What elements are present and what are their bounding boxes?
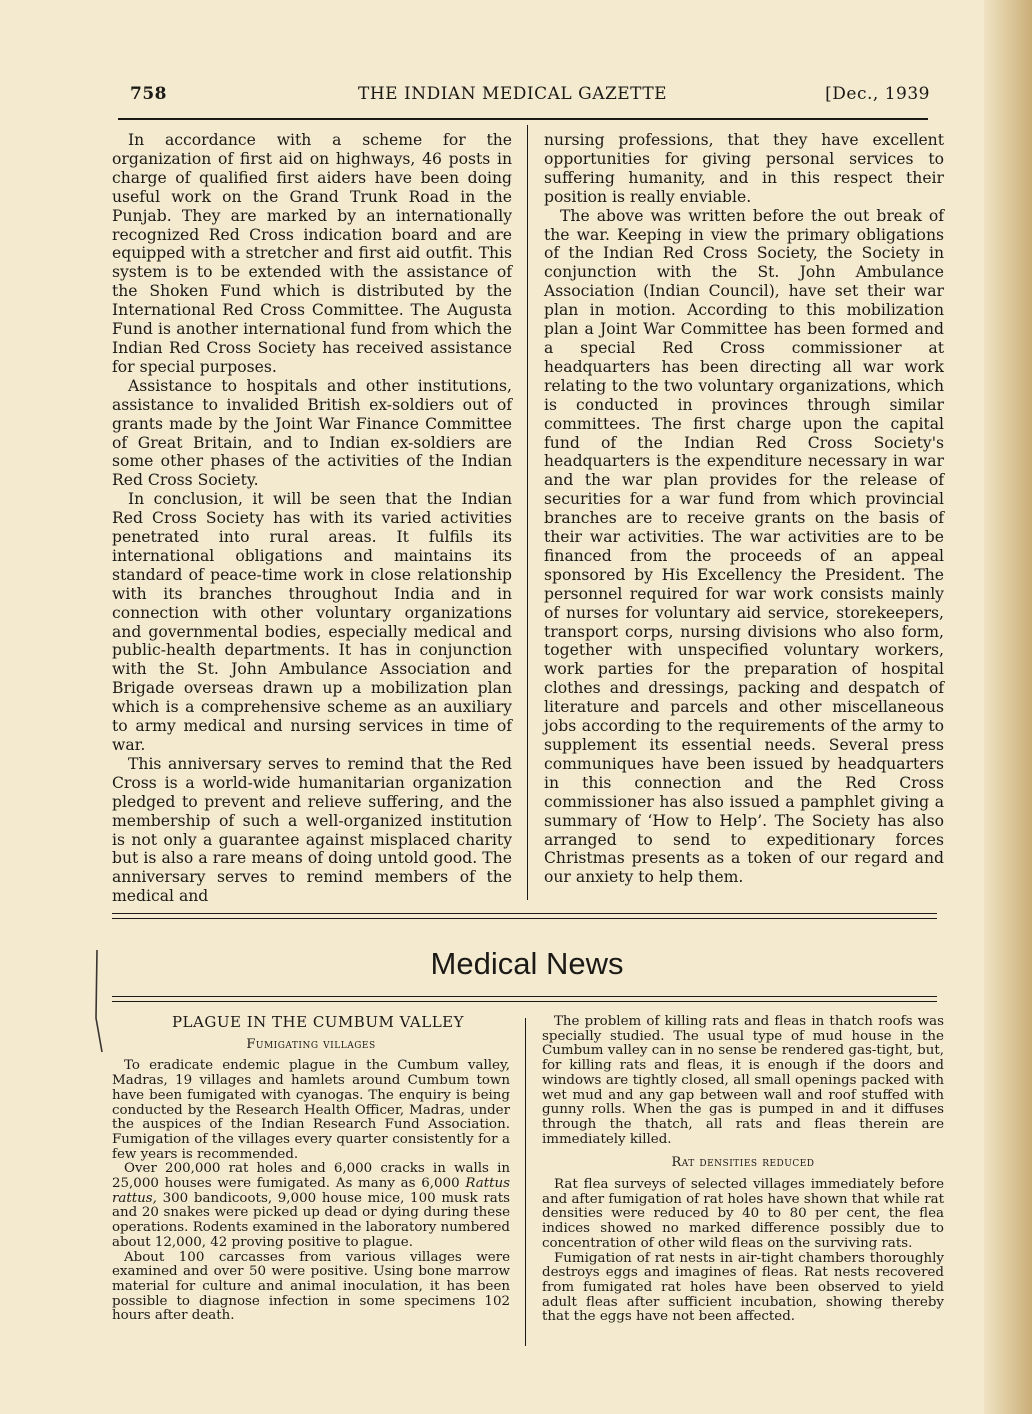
news-paragraph: About 100 carcasses from various villages were examined and over 50 were positive. Using bone marrow material for culture and animal inoculation, it has been possible to diagnose infection in some specimens 102 hours after death.: [112, 1249, 510, 1324]
news-headline: PLAGUE IN THE CUMBUM VALLEY: [171, 1013, 465, 1031]
news-left-column: [112, 1015, 510, 1324]
margin-pencil-mark: [90, 948, 104, 1058]
section-rule-bottom: [112, 996, 937, 997]
news-paragraph: Fumigation of rat nests in air-tight chambers thoroughly destroys eggs and imagines of fleas. Rat nests recovered from fumigated rat holes have been observed to yield adult fleas after sufficient incubation, showing thereby that the eggs have not been affected.: [542, 1250, 944, 1325]
page-edge-shadow: [984, 0, 1032, 1414]
article-paragraph: This anniversary serves to remind that the Red Cross is a world-wide humanitarian organization pledged to prevent and relieve suffering, and the membership of such a well-organized institution is not only a guarantee against misplaced charity but is also a rare means of doing untold good. The anniversary serves to remind members of the medical and: [112, 754, 512, 906]
news-paragraph: [112, 1162, 510, 1250]
article-paragraph: The above was written before the out break of the war. Keeping in view the primary obligations of the Indian Red Cross Society, the Society in conjunction with the St. John Ambulance Association (Indian Council), have set their war plan in motion. According to this mobilization plan a Joint War Committee has been formed and a special Red Cross commissioner at headquarters has been directing all war work relating to the two voluntary organizations, which is conducted in provinces through similar committees. The first charge upon the capital fund of the Indian Red Cross Society's headquarters is the expenditure necessary in war and the war plan provides for the release of securities for a war fund from which provincial branches are to receive grants on the basis of their war activities. The war activities are to be financed from the proceeds of an appeal sponsored by His Excellency the President. The personnel required for war work consists mainly of nurses for voluntary aid service, storekeepers, transport corps, nursing divisions who also form, together with unspecified voluntary workers, work parties for the preparation of hospital clothes and dressings, packing and despatch of literature and parcels and other miscellaneous jobs according to the requirements of the army to supplement its essential needs. Several press communiques have been issued by headquarters in this connection and the Red Cross commissioner has also issued a pamphlet giving a summary of ‘How to Help’. The Society has also arranged to send to expeditionary forces Christmas presents as a token of our regard and our anxiety to help them.: [544, 206, 944, 887]
article-left-column: [112, 131, 512, 906]
column-divider: [527, 125, 528, 900]
news-paragraph: Rat flea surveys of selected villages immediately before and after fumigation of rat holes have shown that while rat densities were reduced by 40 to 80 per cent, the flea indices showed no marked difference possibly due to concentration of other wild fleas on the surviving rats.: [542, 1177, 944, 1251]
header-rule: [118, 118, 928, 120]
page-number: 758: [130, 84, 167, 104]
section-title: Medical News: [430, 946, 624, 981]
article-paragraph: In conclusion, it will be seen that the Indian Red Cross Society has with its varied activities penetrated into rural areas. It fulfils its international obligations and maintains its standard of peace-time work in close relationship with its branches throughout India and in connection with other voluntary organizations and governmental bodies, especially medical and public-health departments. It has in conjunction with the St. John Ambulance Association and Brigade overseas drawn up a mobilization plan which is a comprehensive scheme as an auxiliary to army medical and nursing services in time of war.: [112, 490, 512, 754]
section-rule-bottom: [112, 1001, 937, 1002]
species-name: Rattus rattus,: [112, 1176, 510, 1206]
running-header: [130, 84, 930, 110]
news-column-divider: [525, 1018, 526, 1346]
article-paragraph: nursing professions, that they have excellent opportunities for giving personal services to suffering humanity, and in this respect their position is really enviable.: [544, 131, 944, 206]
article-paragraph: Assistance to hospitals and other institutions, assistance to invalided British ex-soldiers out of grants made by the Joint War Finance Committee of Great Britain, and to Indian ex-soldiers are some other phases of the activities of the Indian Red Cross Society.: [112, 376, 512, 490]
news-subheading: Rat densities reduced: [671, 1155, 815, 1171]
article-paragraph: In accordance with a scheme for the organization of first aid on highways, 46 posts in charge of qualified first aiders have been doing useful work on the Grand Trunk Road in the Punjab. They are marked by an internationally recognized Red Cross indication board and are equipped with a stretcher and first aid outfit. This system is to be extended with the assistance of the Shoken Fund which is distributed by the International Red Cross Committee. The Augusta Fund is another international fund from which the Indian Red Cross Society has received assistance for special purposes.: [112, 131, 512, 376]
text-run: Over 200,000 rat holes and 6,000 cracks in walls in 25,000 houses were fumigated. As many as 6,000: [112, 1161, 510, 1192]
news-subheading: Fumigating villages: [246, 1036, 376, 1052]
text-run: 300 bandicoots, 9,000 house mice, 100 musk rats and 20 snakes were picked up dead or dying during these operations. Rodents examined in the laboratory numbered about 12,000, 42 proving positive to plague.: [112, 1190, 510, 1250]
news-paragraph: To eradicate endemic plague in the Cumbum valley, Madras, 19 villages and hamlets around Cumbum town have been fumigated with cyanogas. The enquiry is being conducted by the Research Health Officer, Madras, under the auspices of the Indian Research Fund Association. Fumigation of the villages every quarter consistently for a few years is recommended.: [112, 1058, 510, 1162]
section-rule-top: [112, 913, 937, 914]
journal-title: THE INDIAN MEDICAL GAZETTE: [358, 84, 668, 104]
news-right-column: [542, 1015, 944, 1325]
article-right-column: [544, 131, 944, 887]
news-paragraph: The problem of killing rats and fleas in thatch roofs was specially studied. The usual type of mud house in the Cumbum valley can in no sense be rendered gas-tight, but, for killing rats and fleas, it is enough if the doors and windows are tightly closed, all small openings packed with wet mud and any gap between wall and roof stuffed with gunny rolls. When the gas is pumped in and it diffuses through the thatch, all rats and fleas therein are immediately killed.: [542, 1014, 944, 1147]
issue-date: [Dec., 1939: [825, 84, 930, 104]
section-rule-top: [112, 918, 937, 919]
